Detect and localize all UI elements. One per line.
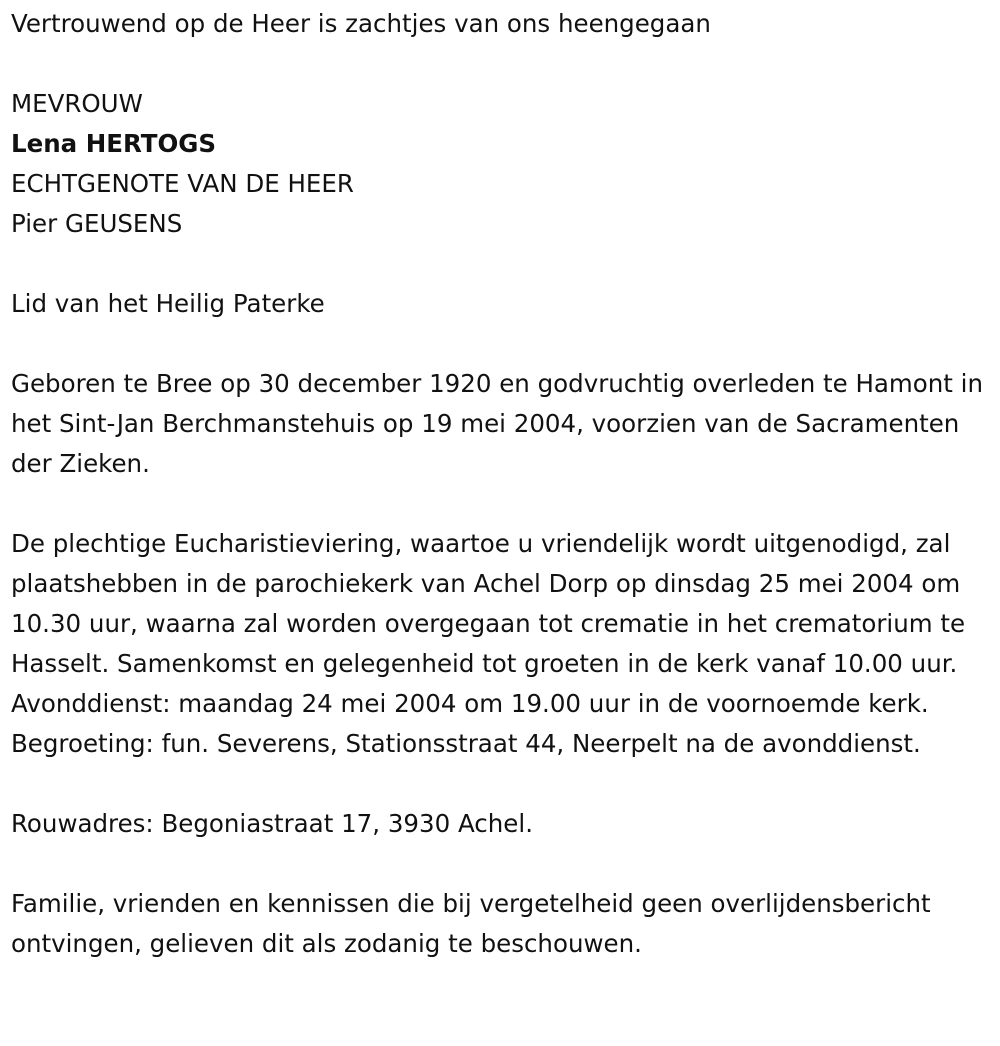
deceased-name: Lena HERTOGS (11, 129, 217, 158)
closing-paragraph: Familie, vrienden en kennissen die bij vergetelheid geen overlijdensbericht ontvingen, gelieven dit als zodanig te beschouwen. (11, 889, 931, 958)
membership-line: Lid van het Heilig Paterke (11, 289, 325, 318)
intro-line: Vertrouwend op de Heer is zachtjes van ons heengegaan (11, 9, 711, 38)
spouse-name: Pier GEUSENS (11, 209, 183, 238)
title-line: MEVROUW (11, 89, 143, 118)
ceremony-paragraph: De plechtige Eucharistieviering, waartoe u vriendelijk wordt uitgenodigd, zal plaatshebben in de parochiekerk van Achel Dorp op dinsdag 25 mei 2004 om 10.30 uur, waarna zal worden overgegaan tot crematie in het crematorium te Hasselt. Samenkomst en gelegenheid tot groeten in de kerk vanaf 10.00 uur. Avonddienst: maandag 24 mei 2004 om 19.00 uur in de voornoemde kerk. Begroeting: fun. Severens, Stationsstraat 44, Neerpelt na de avonddienst. (11, 529, 966, 758)
address-line: Rouwadres: Begoniastraat 17, 3930 Achel. (11, 809, 533, 838)
relation-line: ECHTGENOTE VAN DE HEER (11, 169, 354, 198)
birth-death-paragraph: Geboren te Bree op 30 december 1920 en godvruchtig overleden te Hamont in het Sint-Jan Berchmanstehuis op 19 mei 2004, voorzien van de Sacramenten der Zieken. (11, 369, 984, 478)
obituary-document (11, 4, 991, 964)
